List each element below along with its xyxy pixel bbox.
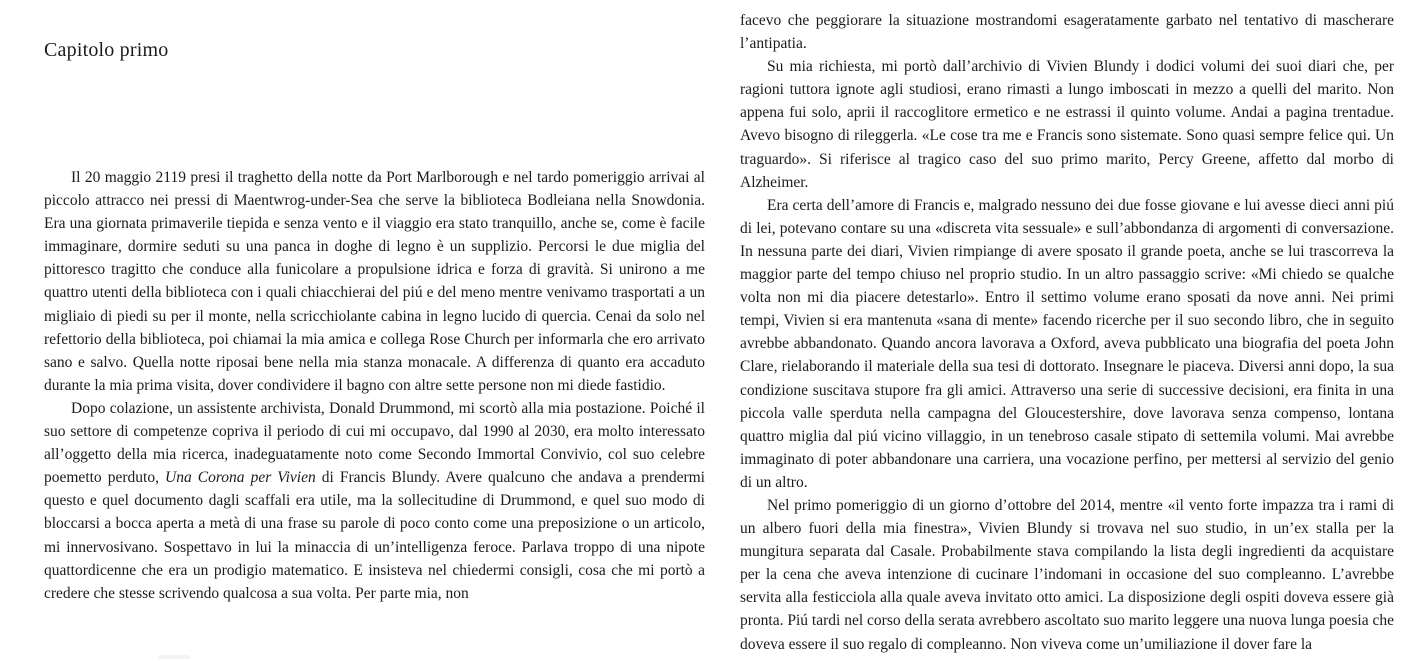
clipped-footer-mark	[158, 655, 190, 659]
paragraph-continuation: facevo che peggiorare la situazione mostrandomi esageratamente garbato nel tentativo di mascherare l’antipatia.	[740, 12, 1394, 53]
right-page-text	[740, 9, 1394, 656]
paragraph-text: Dopo colazione, un assistente archivista, Donald Drummond, mi scortò alla mia postazione. Poiché il suo settore di competenze copriva il periodo di cui mi occupavo, dal 1990 al 2030, era molto interessato all’oggetto della mia ricerca, inadeguatamente noto come Secondo Immortal Convivio, col suo celebre poemetto perduto,	[44, 399, 705, 487]
paragraph: Era certa dell’amore di Francis e, malgrado nessuno dei due fosse giovane e lui avesse dieci anni piú di lei, potevano contare su una «discreta vita sessuale» e sull’abbondanza di argomenti di conversazione. In nessuna parte dei diari, Vivien rimpiange di avere sposato il grande poeta, anche se lui trascorreva la maggior parte del tempo chiuso nel proprio studio. In un altro passaggio scrive: «Mi chiedo se qualche volta non mi dia piacere detestarlo». Entro il settimo volume erano sposati da nove anni. Nei primi tempi, Vivien si era mantenuta «sana di mente» facendo ricerche per il suo secondo libro, che in seguito avrebbe abbandonato. Quando ancora lavorava a Oxford, aveva pubblicato una biografia del poeta John Clare, rielaborando il materiale della sua tesi di dottorato. Insegnare le piaceva. Diversi anni dopo, la sua condizione suscitava stupore fra gli amici. Attraverso una serie di successive decisioni, era finita in una piccola valle sperduta nella campagna del Gloucestershire, dove lavorava senza compenso, lontana quattro miglia dal piú vicino villaggio, in un tenebroso casale stipato di settemila volumi. Mai avrebbe immaginato di poter abbandonare una carriera, una vocazione perfino, per mettersi al servizio del genio di un altro.	[740, 196, 1394, 491]
right-page	[740, 0, 1394, 661]
book-title-italic: Una Corona per Vivien	[165, 469, 316, 487]
left-page-text	[44, 166, 705, 605]
paragraph	[44, 397, 705, 605]
paragraph-text: di Francis Blundy. Avere qualcuno che andava a prendermi questo e quel documento dagli scaffali era utile, ma la sollecitudine di Drummond, e quel suo modo di bloccarsi a bocca aperta a metà di una frase su parole di poco conto come una preposizione o un articolo, mi innervosivano. Sospettavo in lui la minaccia di un’intelligenza feroce. Parlava troppo di una nipote quattordicenne che era un prodigio matematico. E insisteva nel chiedermi consigli, cosa che mi portò a credere che stesse scrivendo qualcosa a sua volta. Per parte mia, non	[44, 469, 705, 602]
paragraph: Il 20 maggio 2119 presi il traghetto della notte da Port Marlborough e nel tardo pomeriggio arrivai al piccolo attracco nei pressi di Maentwrog-under-Sea che serve la biblioteca Bodleiana nella Snowdonia. Era una giornata primaverile tiepida e senza vento e il viaggio era stato tranquillo, anche se, come è facile immaginare, dormire seduti su una panca in doghe di legno è un supplizio. Percorsi le due miglia del pittoresco tragitto che conduce alla funicolare a propulsione idrica e forza di gravità. Si unirono a me quattro utenti della biblioteca con i quali chiacchierai del piú e del meno mentre venivamo trasportati a un migliaio di piedi su per il monte, nella scricchiolante cabina in legno lucido di quercia. Cenai da solo nel refettorio della biblioteca, poi chiamai la mia amica e collega Rose Church per informarla che ero arrivato sano e salvo. Quella notte riposai bene nella mia stanza monacale. A differenza di quanto era accaduto durante la mia prima visita, dover condividere il bagno con altre sette persone non mi diede fastidio.	[44, 169, 705, 394]
paragraph: Su mia richiesta, mi portò dall’archivio di Vivien Blundy i dodici volumi dei suoi diari che, per ragioni tuttora ignote agli studiosi, erano rimasti a lungo imboscati in mezzo a quelli del marito. Non appena fui solo, aprii il raccoglitore ermetico e ne estrassi il quinto volume. Andai a pagina trentadue. Avevo bisogno di rileggerla. «Le cose tra me e Francis sono sistemate. Sono quasi sempre felice qui. Un traguardo». Si riferisce al tragico caso del suo primo marito, Percy Greene, affetto dal morbo di Alzheimer.	[740, 58, 1394, 191]
chapter-title: Capitolo primo	[44, 39, 169, 61]
paragraph: Nel primo pomeriggio di un giorno d’ottobre del 2014, mentre «il vento forte impazza tra i rami di un albero fuori della mia finestra», Vivien Blundy si trovava nel suo studio, in un’ex stalla per la mungitura separata dal Casale. Probabilmente stava compilando la lista degli ingredienti da acquistare per la cena che aveva intenzione di cucinare l’indomani in occasione del suo compleanno. L’avrebbe servita alla festicciola alla quale aveva invitato otto amici. La disposizione degli ospiti doveva essere già pronta. Piú tardi nel corso della serata avrebbero ascoltato suo marito leggere una nuova lunga poesia che doveva essere il suo regalo di compleanno. Non viveva come un’umiliazione il dover fare la	[740, 496, 1394, 653]
left-page	[44, 0, 705, 661]
